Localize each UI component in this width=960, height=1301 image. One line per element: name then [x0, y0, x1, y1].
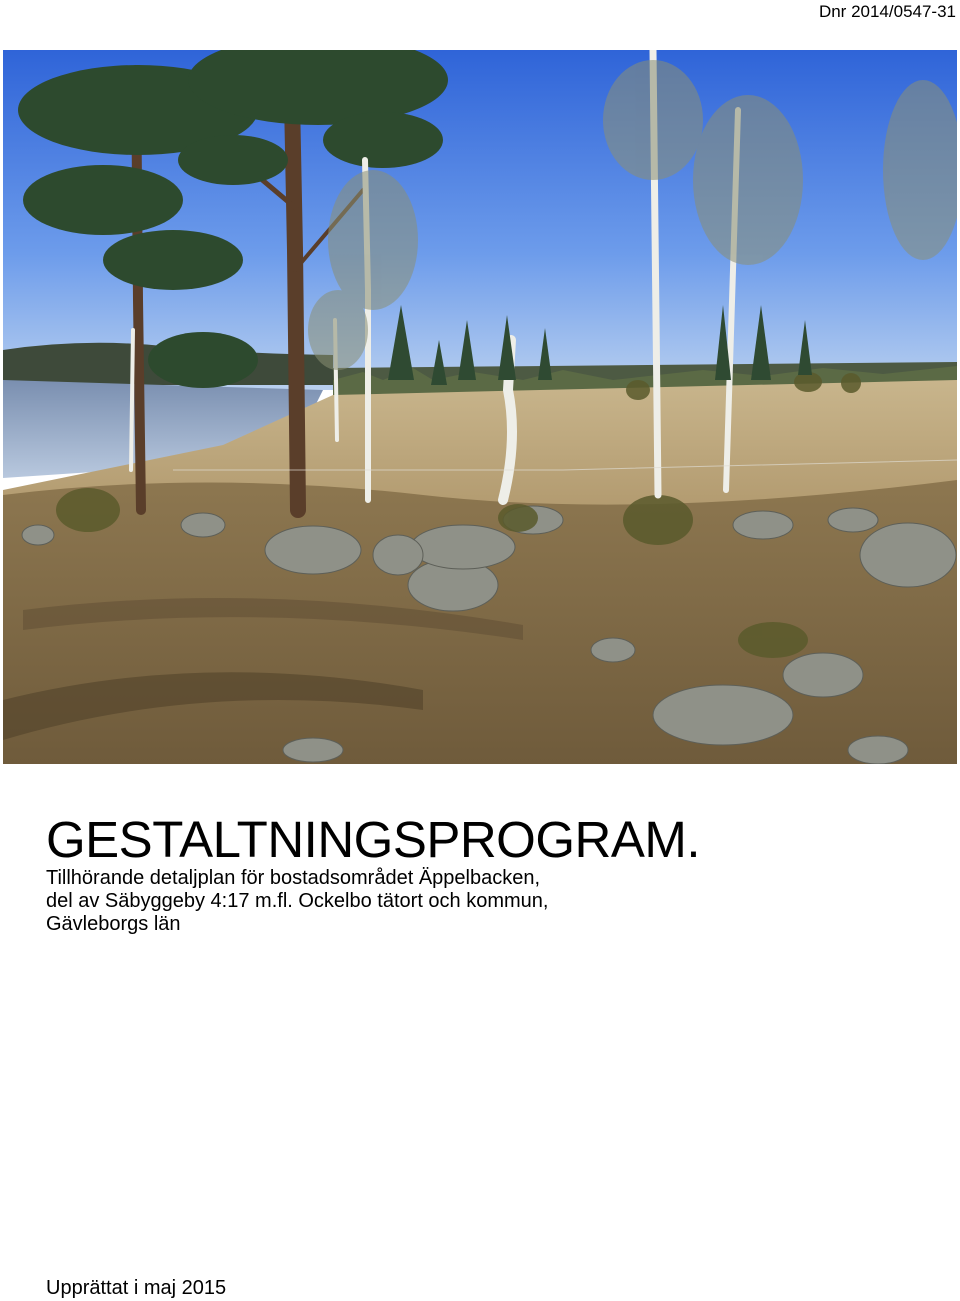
subtitle-line: Tillhörande detaljplan för bostadsområdet Äppelbacken,	[46, 867, 541, 889]
subtitle-line: del av Säbyggeby 4:17 m.fl. Ockelbo tätort och kommun,	[46, 890, 549, 912]
document-reference: Dnr 2014/0547-31	[818, 2, 956, 21]
document-title: GESTALTNINGSPROGRAM.	[46, 811, 701, 868]
prepared-date: Upprättat i maj 2015	[46, 1277, 227, 1299]
cover-photo	[3, 50, 957, 764]
document-subtitle	[46, 867, 686, 936]
subtitle-line: Gävleborgs län	[46, 913, 181, 935]
